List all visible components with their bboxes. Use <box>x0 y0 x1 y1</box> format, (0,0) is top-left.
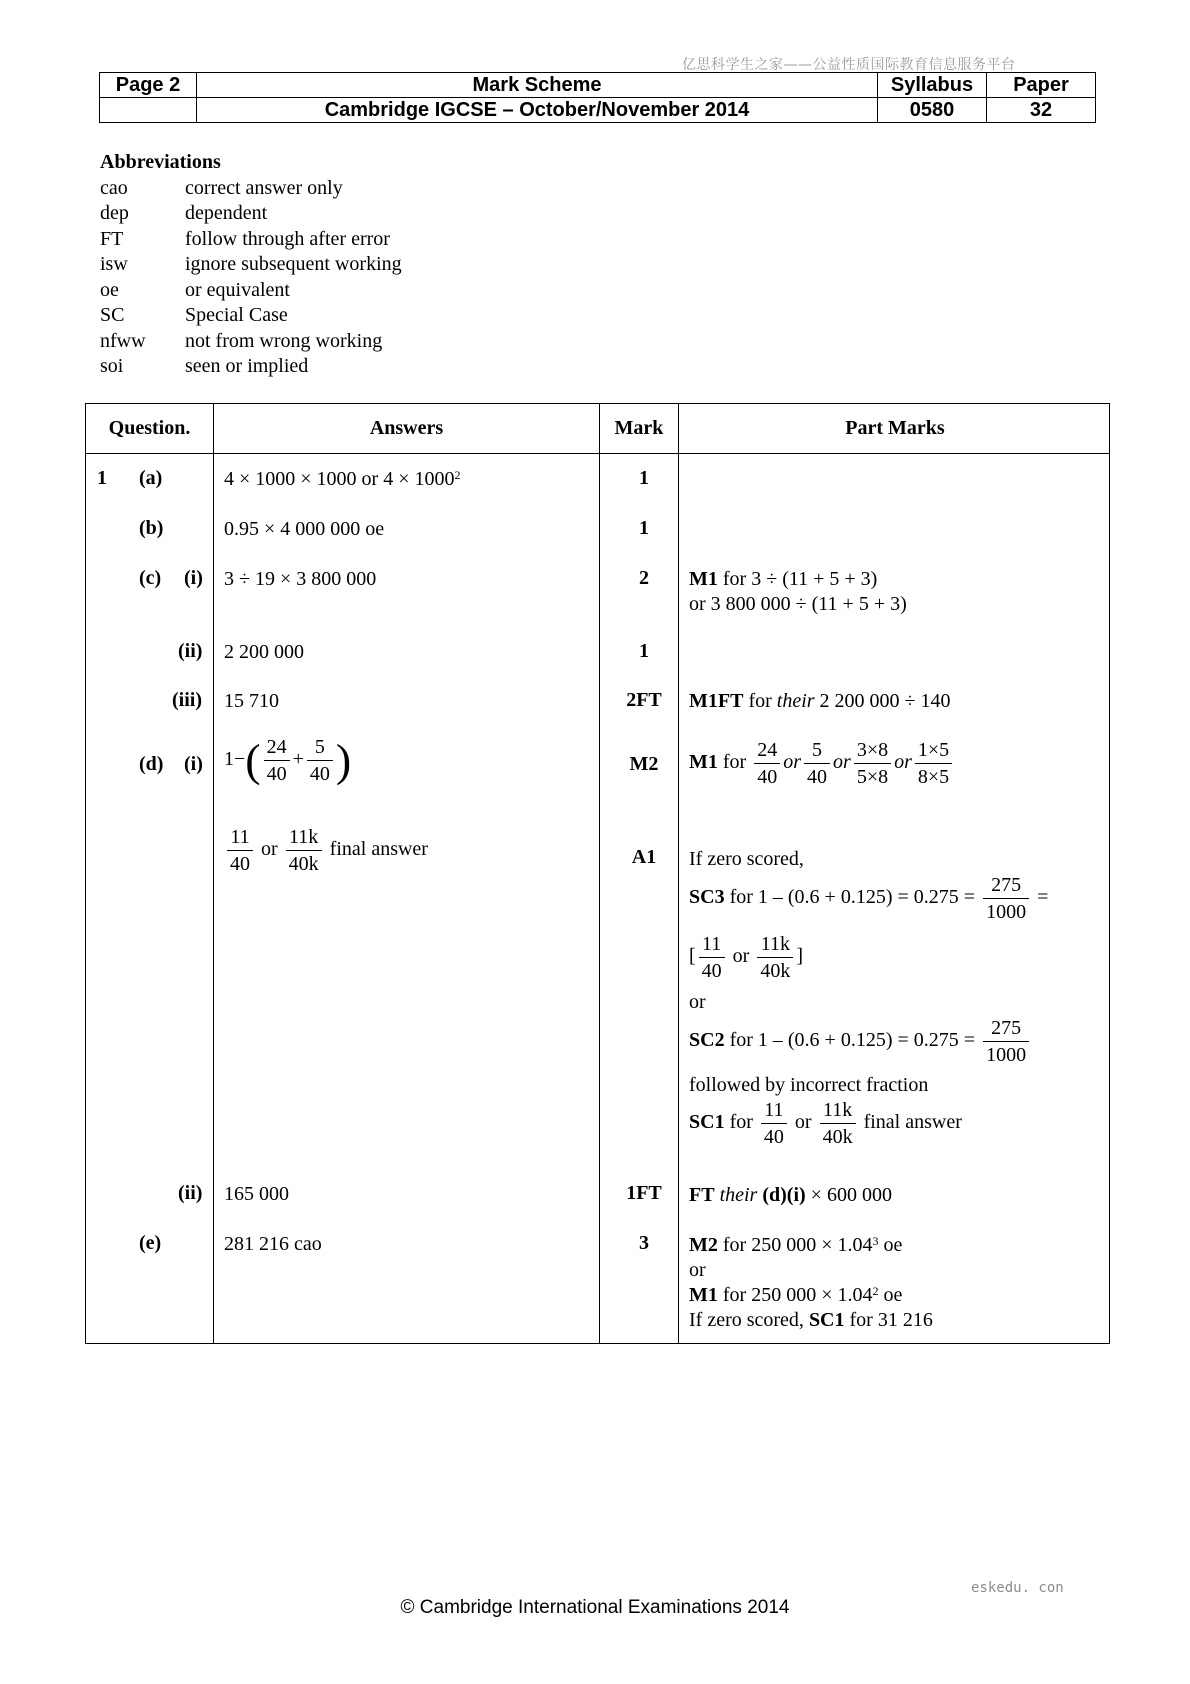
part-marks-text: oe <box>883 1234 903 1256</box>
abbr-row <box>100 354 402 380</box>
part-label-b: (b) <box>139 517 164 539</box>
part-marks-c-i <box>689 567 907 617</box>
fraction: $\frac{1\times 5}{8\times 5}$ <box>915 737 952 790</box>
right-paren: ) <box>335 734 352 786</box>
part-marks-text: for 250 000 × 1.04 <box>722 1234 873 1256</box>
sub-label-iii: (iii) <box>172 689 202 711</box>
part-marks-text: = <box>1037 886 1049 909</box>
part-marks-text: for 1 – (0.6 + 0.125) = 0.275 = <box>729 1029 976 1052</box>
part-label-a: (a) <box>139 467 163 489</box>
abbr-value: Special Case <box>185 304 288 326</box>
column-divider <box>213 404 214 1343</box>
part-marks-text: for <box>729 1111 753 1134</box>
abbr-value: ignore subsequent working <box>185 253 402 275</box>
mark-e: 3 <box>639 1232 649 1254</box>
header-table <box>99 72 1096 123</box>
fraction: $\frac{11k}{40k}$ <box>757 931 793 984</box>
abbreviations <box>100 150 402 380</box>
fraction: $\frac{3\times 8}{5\times 8}$ <box>854 737 891 790</box>
mark-code: M1 <box>689 568 718 590</box>
abbr-key: soi <box>100 355 124 377</box>
mark-code: SC3 <box>689 886 725 909</box>
answer-text: 1− <box>224 748 246 771</box>
followed-line: followed by incorrect fraction <box>689 1074 929 1096</box>
sub-label-ii: (ii) <box>178 1182 203 1204</box>
or-line: or <box>689 991 706 1013</box>
exponent: 3 <box>872 1234 879 1248</box>
part-label-c: (c) <box>139 567 162 589</box>
answer-d-i <box>224 734 351 787</box>
abbr-row <box>100 227 402 253</box>
part-marks-text: or <box>833 751 851 774</box>
part-marks-text: final answer <box>863 1111 962 1134</box>
part-label-d: (d) <box>139 753 164 775</box>
abbr-key: nfww <box>100 329 146 352</box>
mark-code: SC1 <box>808 1309 845 1331</box>
answer-c-ii: 2 200 000 <box>224 641 304 663</box>
part-marks-text: 2 200 000 ÷ 140 <box>819 690 951 712</box>
mark-code: M2 <box>689 1234 718 1256</box>
abbr-row <box>100 329 402 355</box>
part-marks-text: for <box>748 690 772 712</box>
abbr-row <box>100 201 402 227</box>
sc3-equivalents <box>689 931 803 984</box>
fraction: $\frac{11}{40}$ <box>761 1097 787 1150</box>
abbr-key: dep <box>100 202 129 224</box>
fraction: $\frac{11}{40}$ <box>227 824 253 877</box>
part-marks-text: for 250 000 × 1.04 <box>722 1284 873 1306</box>
abbr-row <box>100 278 402 304</box>
sc3-line <box>689 872 1048 925</box>
abbr-value: or equivalent <box>185 278 290 301</box>
part-marks-text: × 600 000 <box>810 1184 892 1206</box>
fraction: $\frac{24}{40}$ <box>264 734 290 787</box>
doc-subtitle: Cambridge IGCSE – October/November 2014 <box>197 98 878 123</box>
part-marks-text: or <box>783 751 802 774</box>
header-mark: Mark <box>614 417 664 439</box>
mark-a: 1 <box>639 467 649 489</box>
answer-b: 0.95 × 4 000 000 oe <box>224 518 385 540</box>
mark-c-i: 2 <box>639 567 649 589</box>
left-paren: ( <box>245 734 261 786</box>
sub-label-i: (i) <box>184 753 203 775</box>
fraction: $\frac{275}{1000}$ <box>983 872 1029 925</box>
part-marks-d-i <box>689 737 955 790</box>
footer-copyright: © Cambridge International Examinations 2014 <box>400 1597 790 1618</box>
part-marks-text: If zero scored, <box>689 1309 804 1331</box>
abbr-key: SC <box>100 304 125 326</box>
answer-e: 281 216 cao <box>224 1233 322 1255</box>
answer-a-exponent: 2 <box>454 468 461 482</box>
part-marks-c-iii <box>689 689 951 714</box>
page-label: Page 2 <box>100 73 197 98</box>
answer-c-i: 3 ÷ 19 × 3 800 000 <box>224 568 377 590</box>
fraction: $\frac{11k}{40k}$ <box>820 1097 856 1150</box>
abbr-key: oe <box>100 278 119 301</box>
abbreviations-title: Abbreviations <box>100 151 221 173</box>
answer-text: or <box>261 838 278 861</box>
header-part-marks: Part Marks <box>845 417 945 439</box>
abbr-value: correct answer only <box>185 176 343 199</box>
part-marks-text: or <box>689 1259 706 1281</box>
answer-text: final answer <box>329 838 428 861</box>
doc-title: Mark Scheme <box>197 73 878 98</box>
question-number: 1 <box>97 467 107 489</box>
bracket: ] <box>796 945 804 968</box>
part-marks-text: for 3 ÷ (11 + 5 + 3) <box>722 568 878 590</box>
part-marks-text: or <box>894 751 912 774</box>
mark-code: SC2 <box>689 1029 725 1052</box>
exponent: 2 <box>872 1284 879 1298</box>
abbr-value: follow through after error <box>185 227 390 250</box>
header-question: Question. <box>108 417 191 439</box>
fraction: $\frac{11}{40}$ <box>699 931 725 984</box>
bracket: [ <box>689 945 696 968</box>
answer-text: + <box>292 748 304 771</box>
mark-b: 1 <box>639 517 649 539</box>
mark-c-iii: 2FT <box>626 689 662 711</box>
empty-cell <box>100 98 197 123</box>
fraction: $\frac{5}{40}$ <box>804 737 830 790</box>
mark-code: SC1 <box>689 1111 725 1134</box>
mark-code: FT <box>689 1184 715 1206</box>
column-divider <box>599 404 600 1343</box>
part-marks-text: for 1 – (0.6 + 0.125) = 0.275 = <box>729 886 976 909</box>
paper-number: 32 <box>987 98 1096 123</box>
fraction: $\frac{5}{40}$ <box>307 734 333 787</box>
sc1-line <box>689 1097 962 1150</box>
answer-c-iii: 15 710 <box>224 690 279 712</box>
part-reference: (d)(i) <box>762 1184 806 1206</box>
fraction: $\frac{11k}{40k}$ <box>286 824 322 877</box>
part-marks-e <box>689 1233 933 1333</box>
abbr-row <box>100 252 402 278</box>
fraction: $\frac{24}{40}$ <box>754 737 780 790</box>
mark-d-ii: 1FT <box>626 1182 662 1204</box>
part-marks-text: oe <box>883 1284 903 1306</box>
answer-d-ii: 165 000 <box>224 1183 289 1205</box>
mark-code: M1FT <box>689 690 744 712</box>
answer-a <box>224 467 461 492</box>
answer-a-text: 4 × 1000 × 1000 or 4 × 1000 <box>224 468 455 490</box>
syllabus-code: 0580 <box>878 98 987 123</box>
abbr-key: FT <box>100 227 124 250</box>
answer-d-i-final <box>224 824 428 877</box>
abbr-row <box>100 176 402 202</box>
mark-c-ii: 1 <box>639 640 649 662</box>
part-marks-text: for 31 216 <box>849 1309 933 1331</box>
part-marks-text: or 3 800 000 ÷ (11 + 5 + 3) <box>689 593 907 615</box>
part-label-e: (e) <box>139 1232 162 1254</box>
watermark-bottom: eskedu. con <box>971 1580 1064 1596</box>
mark-code: M1 <box>689 1284 718 1306</box>
watermark-top: 亿思科学生之家——公益性质国际教育信息服务平台 <box>682 57 1016 73</box>
fraction: $\frac{275}{1000}$ <box>983 1015 1029 1068</box>
part-marks-d-ii <box>689 1183 892 1208</box>
part-marks-text: for <box>722 751 747 774</box>
header-answers: Answers <box>369 417 444 439</box>
mark-code: M1 <box>689 751 718 774</box>
abbr-value: seen or implied <box>185 355 309 377</box>
abbr-value: dependent <box>185 202 268 224</box>
abbr-key: isw <box>100 253 128 275</box>
sub-label-ii: (ii) <box>178 640 203 662</box>
sub-label-i: (i) <box>184 567 203 589</box>
part-marks-text: or <box>794 1111 812 1134</box>
mark-d-i: M2 <box>629 753 659 775</box>
zero-scored-note: If zero scored, <box>689 848 804 870</box>
paper-label: Paper <box>987 73 1096 98</box>
header-divider <box>86 453 1109 454</box>
abbr-key: cao <box>100 176 128 199</box>
syllabus-label: Syllabus <box>878 73 987 98</box>
part-marks-text: their <box>719 1184 758 1206</box>
part-marks-text: their <box>776 690 815 712</box>
abbr-value: not from wrong working <box>185 329 383 352</box>
part-marks-text: or <box>732 945 750 968</box>
mark-d-i-a1: A1 <box>631 846 657 868</box>
abbr-row <box>100 303 402 329</box>
mark-scheme-table <box>85 403 1110 1344</box>
sc2-line <box>689 1015 1032 1068</box>
